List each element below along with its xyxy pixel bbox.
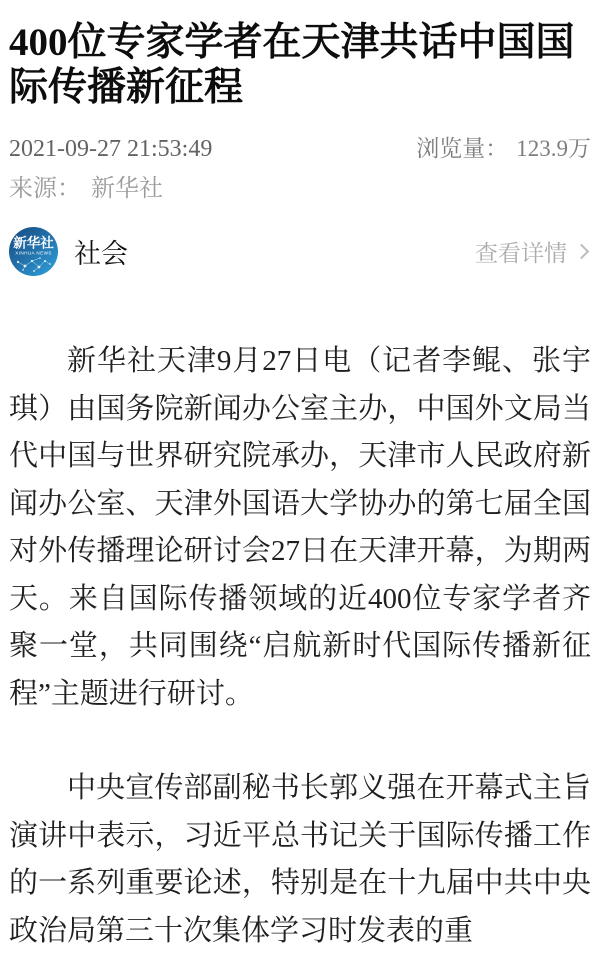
view-details-label: 查看详情 <box>475 239 567 266</box>
article-paragraph: 中央宣传部副秘书长郭义强在开幕式主旨演讲中表示，习近平总书记关于国际传播工作的一系列重要论述，特别是在十九届中共中央政治局第三十次集体学习时发表的重 <box>9 772 591 947</box>
view-details-link[interactable] <box>475 235 591 268</box>
xinhua-logo-badge <box>9 227 58 276</box>
source-label: 来源： <box>9 176 81 202</box>
meta-row <box>9 130 591 163</box>
page-title: 400位专家学者在天津共话中国国际传播新征程 <box>9 21 575 109</box>
channel-card[interactable] <box>9 226 591 276</box>
article-body <box>9 338 591 955</box>
view-count <box>416 130 591 163</box>
channel-category-label: 社会 <box>74 238 128 269</box>
source-value: 新华社 <box>91 176 163 202</box>
chevron-right-icon <box>574 243 590 259</box>
logo-en-text: XINHUA NEWS <box>15 250 52 255</box>
view-count-value: 123.9万 <box>516 136 591 161</box>
publish-time: 2021-09-27 21:53:49 <box>9 136 213 162</box>
logo-cn-text: 新华社 <box>13 235 54 250</box>
article-paragraph: 新华社天津9月27日电（记者李鲲、张宇琪）由国务院新闻办公室主办，中国外文局当代中国与世界研究院承办，天津市人民政府新闻办公室、天津外国语大学协办的第七届全国对外传播理论研讨会27日在天津开幕，为期两天。来自国际传播领域的近400位专家学者齐聚一堂，共同围绕“启航新时代国际传播新征程”主题进行研讨。 <box>9 345 591 710</box>
xinhua-logo[interactable] <box>9 227 58 276</box>
view-count-label: 浏览量： <box>416 136 509 161</box>
source-row <box>9 168 591 203</box>
